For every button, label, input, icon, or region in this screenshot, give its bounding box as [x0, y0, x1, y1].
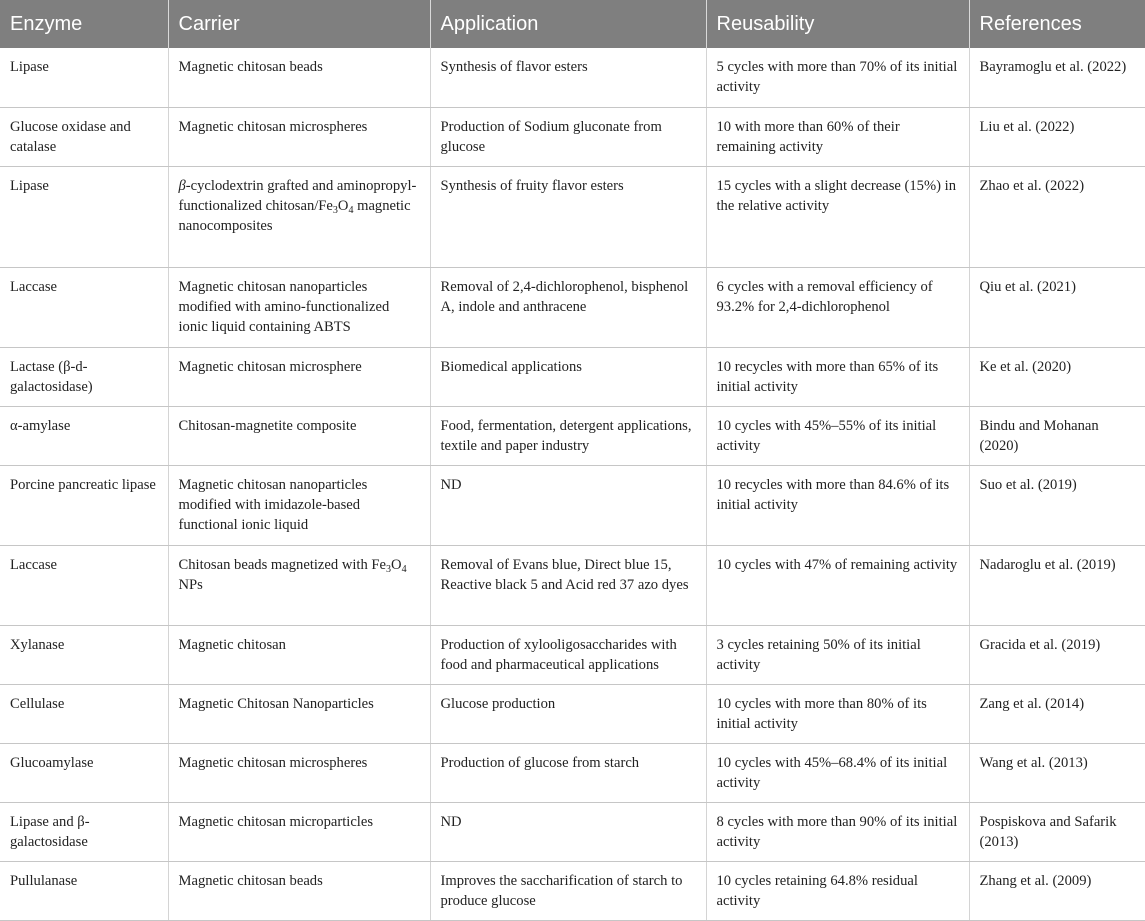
- carrier-text: Magnetic chitosan microspheres: [178, 118, 368, 135]
- cell-carrier: [168, 684, 430, 743]
- cell-carrier: [168, 545, 430, 625]
- cell-reusability: 10 cycles with 45%–68.4% of its initial activity: [706, 743, 969, 802]
- cell-reusability: 10 with more than 60% of their remaining activity: [706, 107, 969, 166]
- cell-reference: Suo et al. (2019): [969, 465, 1145, 545]
- carrier-text: Magnetic chitosan microsphere: [178, 358, 362, 375]
- cell-reference: Zang et al. (2014): [969, 684, 1145, 743]
- carrier-text: NPs: [178, 576, 203, 593]
- cell-enzyme: Lipase: [0, 166, 168, 267]
- cell-carrier: [168, 347, 430, 406]
- carrier-text: O: [391, 556, 402, 573]
- cell-enzyme: α-amylase: [0, 406, 168, 465]
- carrier-text: Magnetic chitosan microparticles: [178, 813, 374, 830]
- cell-application: ND: [430, 465, 706, 545]
- carrier-text: Magnetic chitosan beads: [178, 872, 323, 889]
- table-row: [0, 267, 1145, 347]
- carrier-text: Chitosan-magnetite composite: [178, 417, 357, 434]
- cell-application: Glucose production: [430, 684, 706, 743]
- carrier-subscript: 4: [348, 204, 354, 216]
- table-row: [0, 166, 1145, 267]
- cell-reference: Nadaroglu et al. (2019): [969, 545, 1145, 625]
- table-row: [0, 625, 1145, 684]
- carrier-text: β: [178, 177, 186, 194]
- cell-enzyme: Lipase and β-galactosidase: [0, 802, 168, 861]
- cell-reusability: 10 cycles with 45%–55% of its initial activity: [706, 406, 969, 465]
- cell-enzyme: Xylanase: [0, 625, 168, 684]
- cell-carrier: [168, 802, 430, 861]
- carrier-text: Chitosan beads magnetized with Fe: [178, 556, 387, 573]
- carrier-text: Magnetic chitosan: [178, 636, 286, 653]
- table-row: [0, 347, 1145, 406]
- cell-reference: Zhang et al. (2009): [969, 861, 1145, 920]
- cell-reference: Zhao et al. (2022): [969, 166, 1145, 267]
- carrier-text: Magnetic Chitosan Nanoparticles: [178, 695, 374, 712]
- cell-carrier: [168, 267, 430, 347]
- table-row: [0, 48, 1145, 107]
- cell-application: Improves the saccharification of starch to produce glucose: [430, 861, 706, 920]
- cell-application: Synthesis of flavor esters: [430, 48, 706, 107]
- table-row: [0, 545, 1145, 625]
- table-row: [0, 684, 1145, 743]
- cell-carrier: [168, 743, 430, 802]
- header-row: [0, 0, 1145, 48]
- cell-reusability: 10 recycles with more than 65% of its initial activity: [706, 347, 969, 406]
- table-row: [0, 861, 1145, 920]
- cell-enzyme: Porcine pancreatic lipase: [0, 465, 168, 545]
- cell-reference: Wang et al. (2013): [969, 743, 1145, 802]
- cell-enzyme: Cellulase: [0, 684, 168, 743]
- cell-carrier: [168, 861, 430, 920]
- cell-reusability: 3 cycles retaining 50% of its initial activity: [706, 625, 969, 684]
- cell-reusability: 5 cycles with more than 70% of its initial activity: [706, 48, 969, 107]
- carrier-text: Magnetic chitosan nanoparticles modified with imidazole-based functional ionic liquid: [178, 476, 368, 533]
- carrier-subscript: 3: [386, 563, 392, 575]
- cell-reusability: 10 cycles with more than 80% of its initial activity: [706, 684, 969, 743]
- cell-application: Biomedical applications: [430, 347, 706, 406]
- cell-application: Food, fermentation, detergent applications, textile and paper industry: [430, 406, 706, 465]
- carrier-subscript: 3: [332, 204, 338, 216]
- cell-enzyme: Laccase: [0, 545, 168, 625]
- cell-reference: Gracida et al. (2019): [969, 625, 1145, 684]
- cell-reusability: 10 recycles with more than 84.6% of its initial activity: [706, 465, 969, 545]
- table-row: [0, 802, 1145, 861]
- carrier-text: Magnetic chitosan beads: [178, 59, 323, 75]
- cell-reference: Bayramoglu et al. (2022): [969, 48, 1145, 107]
- carrier-text: Magnetic chitosan nanoparticles modified with amino-functionalized ionic liquid containing ABTS: [178, 278, 390, 335]
- cell-reusability: 15 cycles with a slight decrease (15%) in the relative activity: [706, 166, 969, 267]
- cell-enzyme: Pullulanase: [0, 861, 168, 920]
- cell-carrier: [168, 48, 430, 107]
- carrier-text: Magnetic chitosan microspheres: [178, 754, 368, 771]
- table-row: [0, 743, 1145, 802]
- cell-application: Production of glucose from starch: [430, 743, 706, 802]
- cell-application: Removal of 2,4-dichlorophenol, bisphenol A, indole and anthracene: [430, 267, 706, 347]
- carrier-text: O: [337, 197, 349, 214]
- table-row: [0, 406, 1145, 465]
- carrier-text: -cyclodextrin grafted and aminopropyl-functionalized chitosan/Fe: [178, 177, 417, 214]
- cell-carrier: [168, 406, 430, 465]
- carrier-subscript: 4: [401, 563, 407, 575]
- header-reusability: Reusability: [706, 0, 969, 48]
- cell-carrier: [168, 107, 430, 166]
- carrier-text: magnetic nanocomposites: [178, 197, 411, 234]
- cell-application: Removal of Evans blue, Direct blue 15, Reactive black 5 and Acid red 37 azo dyes: [430, 545, 706, 625]
- cell-carrier: [168, 166, 430, 267]
- cell-reusability: 10 cycles retaining 64.8% residual activity: [706, 861, 969, 920]
- table-header: [0, 0, 1145, 48]
- header-enzyme: Enzyme: [10, 12, 83, 35]
- table-row: [0, 107, 1145, 166]
- cell-reusability: 8 cycles with more than 90% of its initial activity: [706, 802, 969, 861]
- cell-application: ND: [430, 802, 706, 861]
- cell-reference: Bindu and Mohanan (2020): [969, 406, 1145, 465]
- table-row: [0, 465, 1145, 545]
- cell-enzyme: Laccase: [0, 267, 168, 347]
- header-carrier: Carrier: [168, 0, 430, 48]
- cell-application: Production of Sodium gluconate from glucose: [430, 107, 706, 166]
- cell-carrier: [168, 625, 430, 684]
- cell-enzyme: Glucose oxidase and catalase: [0, 107, 168, 166]
- table-body: [0, 48, 1145, 920]
- cell-reusability: 6 cycles with a removal efficiency of 93.2% for 2,4-dichlorophenol: [706, 267, 969, 347]
- cell-enzyme: Lactase (β-d-galactosidase): [0, 347, 168, 406]
- cell-carrier: [168, 465, 430, 545]
- cell-enzyme: Lipase: [0, 48, 168, 107]
- cell-reference: Ke et al. (2020): [969, 347, 1145, 406]
- cell-application: Synthesis of fruity flavor esters: [430, 166, 706, 267]
- cell-enzyme: Glucoamylase: [0, 743, 168, 802]
- header-references: References: [969, 0, 1145, 48]
- cell-application: Production of xylooligosaccharides with food and pharmaceutical applications: [430, 625, 706, 684]
- cell-reference: Pospiskova and Safarik (2013): [969, 802, 1145, 861]
- cell-reusability: 10 cycles with 47% of remaining activity: [706, 545, 969, 625]
- header-application: Application: [430, 0, 706, 48]
- cell-reference: Qiu et al. (2021): [969, 267, 1145, 347]
- cell-reference: Liu et al. (2022): [969, 107, 1145, 166]
